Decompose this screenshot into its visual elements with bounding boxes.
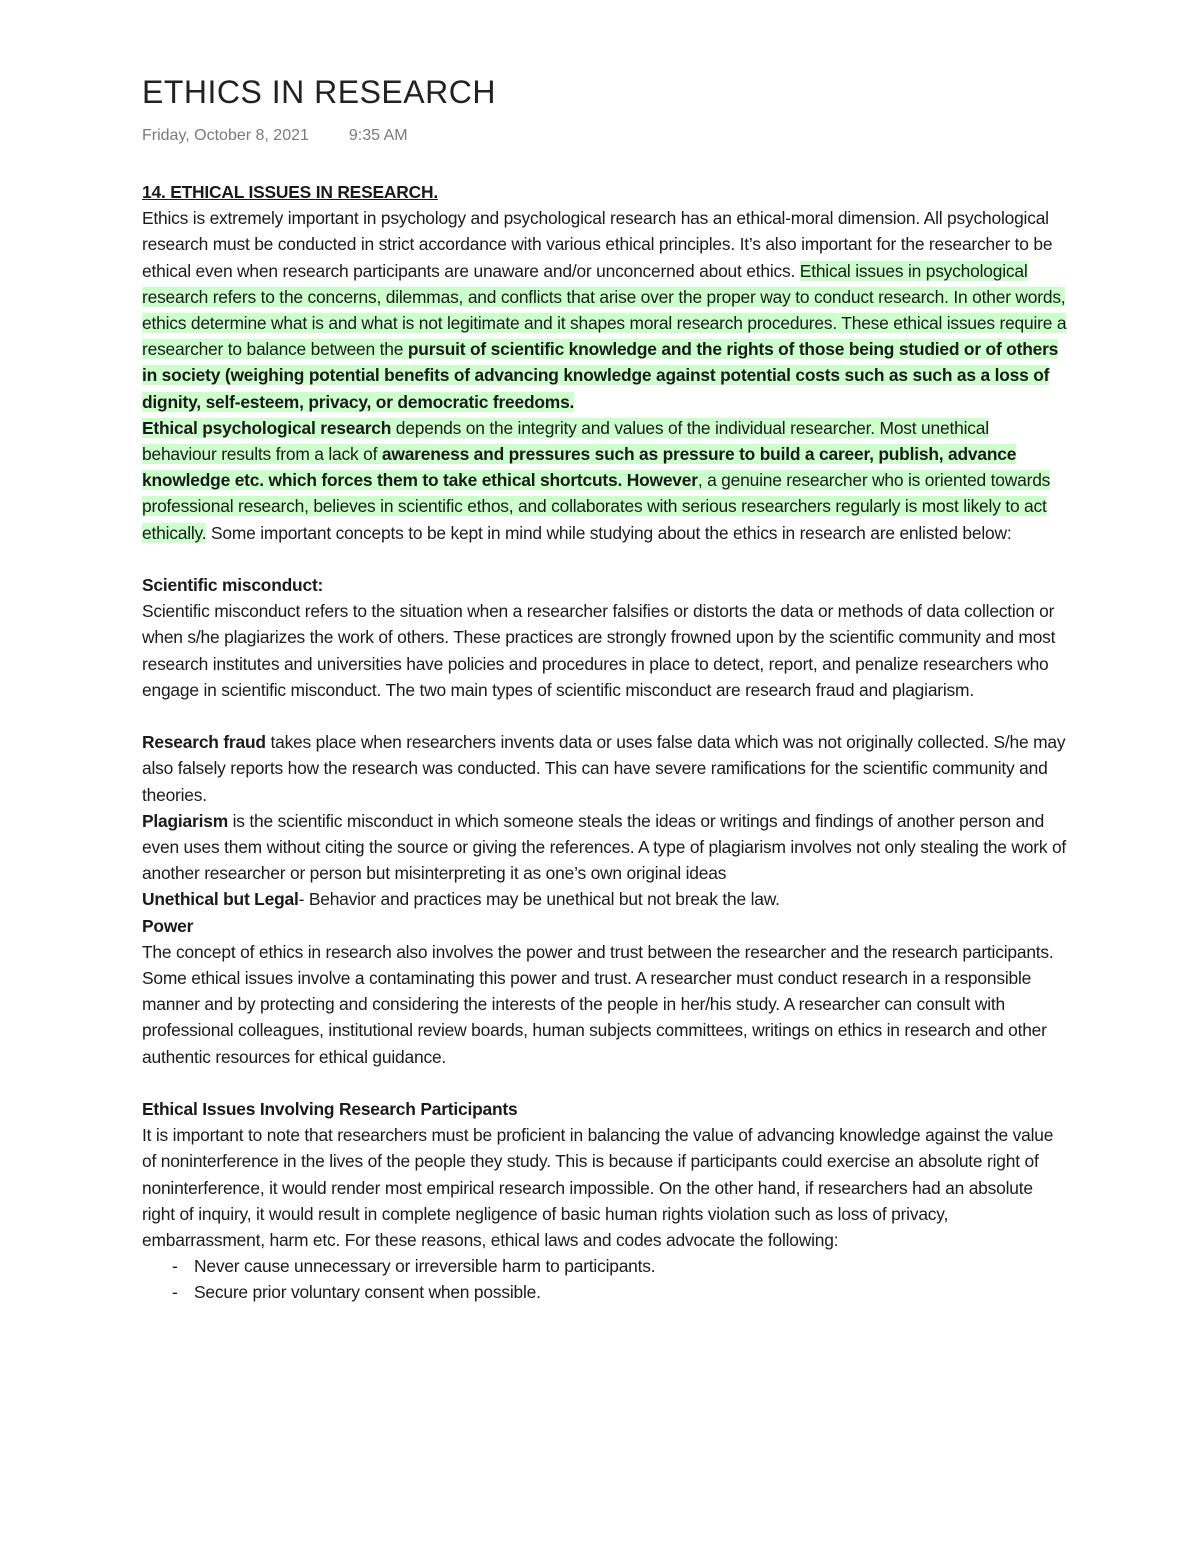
list-item: - Never cause unnecessary or irreversible harm to participants.: [172, 1253, 1067, 1279]
concepts-intro-text: Some important concepts to be kept in mind while studying about the ethics in research are enlisted below:: [206, 522, 1012, 543]
fraud-text: takes place when researchers invents data or uses false data which was not originally collected. S/he may also falsely reports how the research was conducted. This can have severe ramifications for the scientific community and theories.: [142, 732, 1066, 805]
fraud-term: Research fraud: [142, 732, 266, 753]
advocacy-list: [142, 1253, 1067, 1305]
intro-text: Ethics is extremely important in psychology and psychological research has an ethical-moral dimension. All psychological research must be conducted in strict accordance with various ethical principles. It’s also important for the researcher to be ethical even when research participants are unaware and/or unconcerned about ethics.: [142, 208, 1053, 281]
genuine-researcher-text: , a genuine researcher who is oriented towards professional research, believes in scientific ethos, and collaborates with serious researchers regularly is most likely to act ethically.: [142, 470, 1051, 543]
ethical-research-term: Ethical psychological research: [142, 417, 392, 438]
misconduct-paragraph: Scientific misconduct refers to the situation when a researcher falsifies or distorts the data or methods of data collection or when s/he plagiarizes the work of others. These practices are strongly frowned upon by the scientific community and most research institutes and universities have policies and procedures in place to detect, report, and penalize researchers who engage in scientific misconduct. The two main types of scientific misconduct are research fraud and plagiarism.: [142, 601, 1056, 700]
plagiarism-paragraph: [142, 808, 1067, 887]
section-heading: [142, 179, 1067, 205]
list-item: - Secure prior voluntary consent when possible.: [172, 1279, 1067, 1305]
fraud-paragraph: [142, 729, 1067, 808]
time-text: 9:35 AM: [348, 127, 408, 144]
unethical-legal-term: Unethical but Legal: [142, 889, 299, 910]
highlighted-balance-text: pursuit of scientific knowledge and the rights of those being studied or of others in society (weighing potential benefits of advancing knowledge against potential costs such as such as a loss of dignity, self-esteem, privacy, or democratic freedoms.: [142, 339, 1059, 412]
plagiarism-text: is the scientific misconduct in which someone steals the ideas or writings and findings of another person and even uses them without citing the source or giving the references. A type of plagiarism involves not only stealing the work of another researcher or person but misinterpreting it as one’s own original ideas: [142, 810, 1067, 884]
misconduct-heading-text: Scientific misconduct:: [142, 575, 324, 596]
dateline: [142, 127, 408, 145]
unethical-behaviour-text: Most unethical behaviour results from a lack of: [142, 417, 989, 465]
unethical-legal-paragraph: [142, 886, 1067, 912]
section-heading-text: 14. ETHICAL ISSUES IN RESEARCH.: [142, 182, 438, 202]
participants-paragraph: It is important to note that researchers must be proficient in balancing the value of advancing knowledge against the value of noninterference in the lives of the people they study. This is because if participants could exercise an absolute right of noninterference, it would render most empirical research impossible. On the other hand, if researchers had an absolute right of inquiry, it would result in complete negligence of basic human rights violation such as loss of privacy, embarrassment, harm etc. For these reasons, ethical laws and codes advocate the following:: [142, 1125, 1054, 1251]
participants-heading-text: Ethical Issues Involving Research Participants: [142, 1099, 518, 1120]
integrity-paragraph: [142, 415, 1067, 546]
participants-heading: [142, 1096, 1067, 1122]
power-heading: [142, 913, 1067, 939]
page-title: ETHICS IN RESEARCH: [142, 74, 496, 110]
integrity-text: depends on the integrity and values of the individual researcher.: [391, 417, 880, 438]
power-heading-text: Power: [142, 915, 194, 936]
highlighted-definition: Ethical issues in psychological research refers to the concerns, dilemmas, and conflicts that arise over the proper way to conduct research. In other words, ethics determine what is and what is not legitimate and it shapes moral research procedures. These ethical issues require a researcher to balance between the: [142, 260, 1067, 360]
plagiarism-term: Plagiarism: [142, 810, 228, 831]
pressures-text: awareness and pressures such as pressure to build a career, publish, advance knowledge etc. which forces them to take ethical shortcuts. However: [142, 444, 1017, 491]
date-text: Friday, October 8, 2021: [142, 127, 309, 144]
misconduct-heading: [142, 572, 1067, 598]
power-paragraph: The concept of ethics in research also involves the power and trust between the researcher and the research participants. Some ethical issues involve a contaminating this power and trust. A researcher must conduct research in a responsible manner and by protecting and considering the interests of the people in her/his study. A researcher can consult with professional colleagues, institutional review boards, human subjects committees, writings on ethics in research and other authentic resources for ethical guidance.: [142, 941, 1054, 1067]
note-body: [142, 179, 1067, 1306]
intro-paragraph: [142, 205, 1067, 415]
unethical-legal-text: - Behavior and practices may be unethical but not break the law.: [298, 889, 780, 910]
